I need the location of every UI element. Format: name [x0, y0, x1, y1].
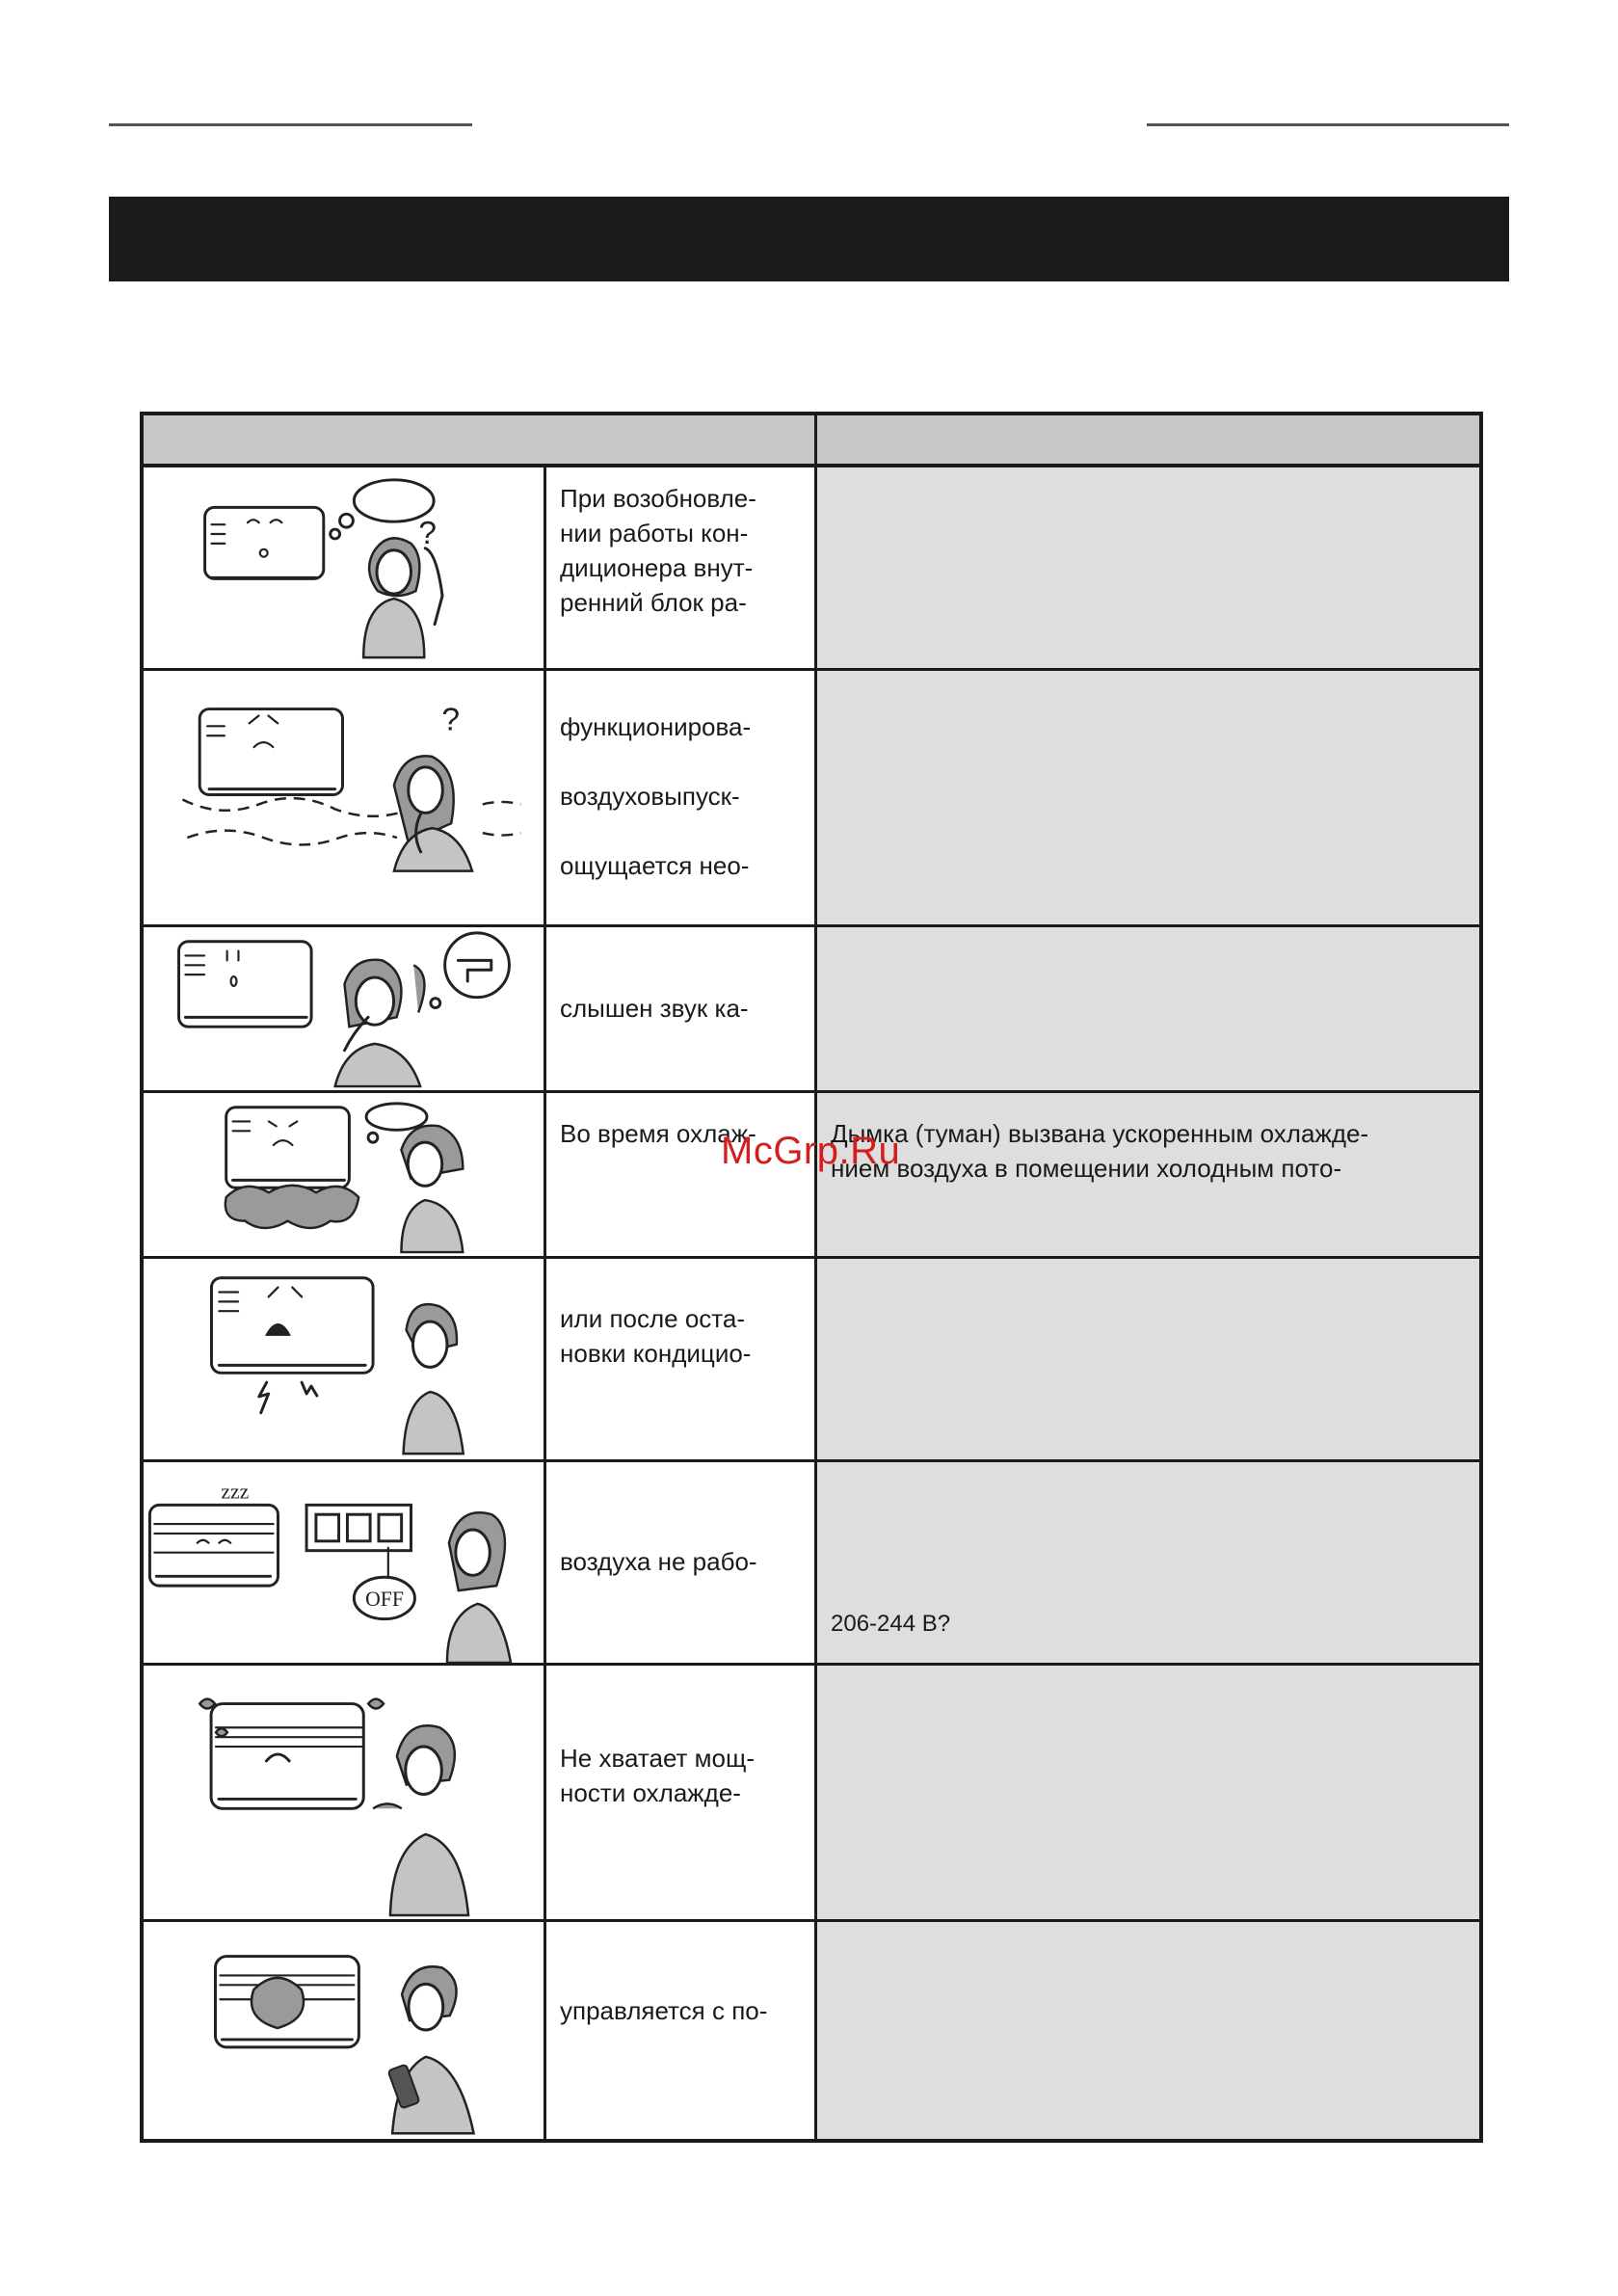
explanation-cell: [817, 671, 1479, 924]
table-row: [144, 1666, 1479, 1922]
thought-bubble-icon: [331, 529, 340, 539]
person-icon: [363, 538, 442, 657]
symptom-text: ренний блок ра-: [560, 588, 747, 617]
symptom-text: При возобновле-: [560, 484, 756, 513]
symptom-text: новки кондицио-: [560, 1339, 752, 1368]
explanation-text: нием воздуха в помещении холодным пото-: [831, 1154, 1342, 1183]
symptom-text: функционирова-: [560, 712, 752, 741]
faucet-icon: [445, 933, 510, 998]
table-row: [144, 1093, 1479, 1259]
illustration-cell: [144, 927, 546, 1090]
table-row: [144, 1922, 1479, 2139]
question-mark-icon: ?: [418, 515, 438, 551]
air-conditioner-icon: [199, 709, 342, 795]
symptom-cell: [546, 1666, 817, 1919]
symptom-text: воздуховыпуск-: [560, 782, 740, 811]
air-conditioner-icon: [179, 942, 312, 1027]
symptom-text: или после оста-: [560, 1304, 746, 1333]
table-row: [144, 1259, 1479, 1462]
symptom-text: управляется с по-: [560, 1996, 768, 2025]
air-conditioner-icon: [211, 1704, 363, 1809]
illustration-cell: [144, 467, 546, 668]
symptom-cell: [546, 671, 817, 924]
person-icon: [373, 1725, 468, 1915]
troubleshooting-table: [140, 412, 1483, 2143]
symptom-cell: [546, 1462, 817, 1663]
section-title-banner: [109, 197, 1509, 281]
header-separator: [814, 415, 817, 464]
symptom-text: диционера внут-: [560, 553, 754, 582]
person-icon: [404, 1304, 464, 1454]
illustration-cell: [144, 1666, 546, 1919]
top-rule-right: [1147, 123, 1509, 126]
illustration-cell: [144, 1462, 546, 1663]
explanation-cell: [817, 927, 1479, 1090]
explanation-cell: [817, 1259, 1479, 1459]
explanation-cell: [817, 1093, 1479, 1256]
thought-bubble-icon: [366, 1104, 427, 1131]
mist-illustration: [144, 1093, 544, 1256]
table-header: [144, 415, 1479, 467]
person-icon: [447, 1512, 511, 1663]
watermark: McGrp.Ru: [721, 1130, 901, 1172]
symptom-text: Не хватает мощ-: [560, 1744, 756, 1773]
table-row: [144, 671, 1479, 927]
person-icon: [401, 1126, 463, 1252]
illustration-cell: [144, 1259, 546, 1459]
explanation-cell: [817, 467, 1479, 668]
explanation-text: 206-244 В?: [831, 1611, 951, 1637]
off-label: OFF: [365, 1587, 404, 1611]
symptom-cell: [546, 1922, 817, 2139]
explanation-text: Дымка (туман) вызвана ускоренным охлажде-: [831, 1119, 1369, 1148]
symptom-cell: [546, 1259, 817, 1459]
symptom-text: слышен звук ка-: [560, 994, 749, 1023]
table-row: [144, 1462, 1479, 1666]
sleep-label: zzz: [221, 1480, 250, 1504]
explanation-cell: [817, 1666, 1479, 1919]
symptom-text: Во время охлаж-: [560, 1119, 756, 1148]
illustration-cell: [144, 671, 546, 924]
symptom-text: ности охлажде-: [560, 1778, 741, 1807]
illustration-cell: [144, 1093, 546, 1256]
symptom-cell: [546, 1093, 817, 1256]
odor-illustration: [144, 671, 544, 924]
explanation-cell: [817, 1462, 1479, 1663]
weak-cooling-illustration: [144, 1666, 544, 1919]
explanation-cell: [817, 1922, 1479, 2139]
power-off-illustration: [144, 1462, 544, 1663]
symptom-text: воздуха не рабо-: [560, 1547, 757, 1576]
air-conditioner-icon: [226, 1108, 350, 1188]
question-mark-icon: ?: [441, 702, 461, 738]
mist-cloud: [225, 1186, 358, 1228]
table-row: [144, 927, 1479, 1093]
symptom-text: нии работы кон-: [560, 519, 749, 547]
air-conditioner-icon: [149, 1505, 278, 1586]
water-sound-illustration: [144, 927, 544, 1090]
person-icon: [335, 960, 425, 1086]
illustration-cell: [144, 1922, 546, 2139]
person-icon: [394, 756, 472, 870]
symptom-text: ощущается нео-: [560, 851, 750, 880]
ac-restart-illustration: [144, 467, 544, 668]
crackling-illustration: [144, 1259, 544, 1459]
table-row: [144, 467, 1479, 671]
top-rule-left: [109, 123, 472, 126]
remote-illustration: [144, 1922, 544, 2139]
symptom-cell: [546, 927, 817, 1090]
symptom-cell: [546, 467, 817, 668]
